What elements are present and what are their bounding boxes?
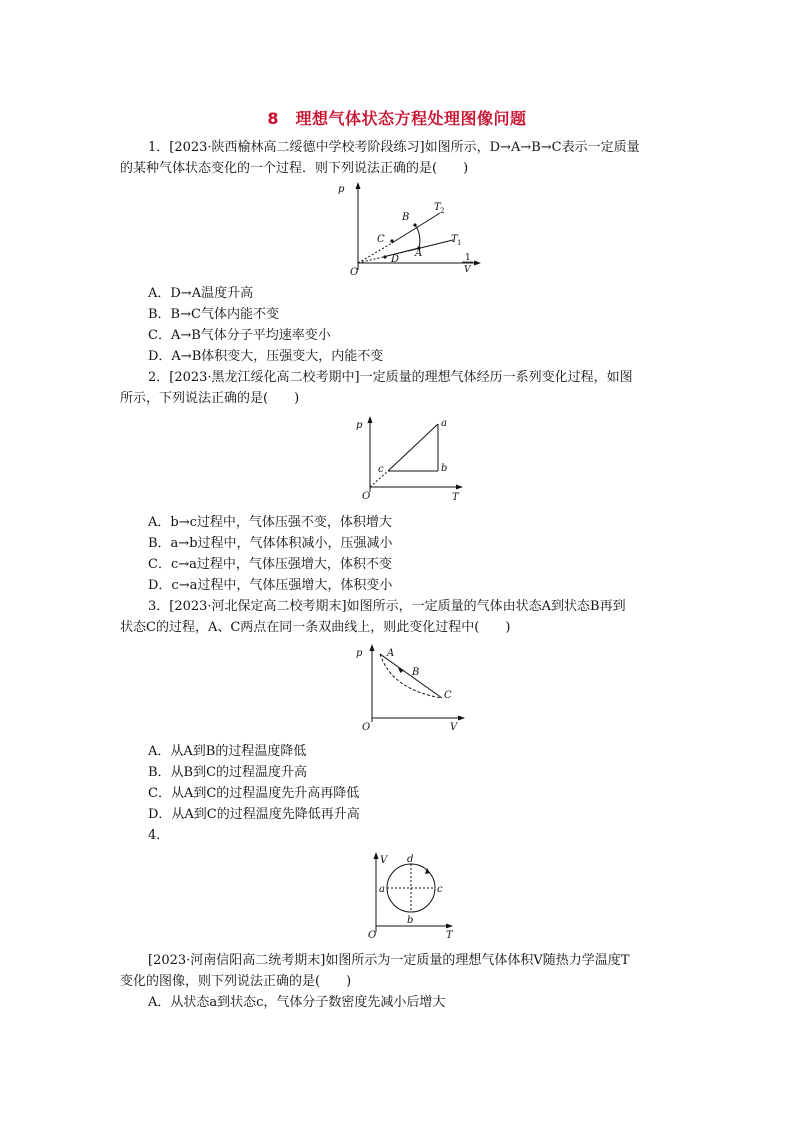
q3-label-B: B [412,667,420,678]
q1-option-d[interactable]: D．A→B体积变大，压强变大，内能不变 [148,349,384,364]
q2-stem-line2: 所示，下列说法正确的是( ) [120,391,300,406]
q4-label-a: a [379,884,385,895]
q2-option-d[interactable]: D．c→a过程中，气体压强增大，体积变小 [148,578,393,593]
q4-origin: O [368,930,377,941]
q2-axis-p: p [356,420,363,431]
q1-stem-line1: 1．[2023·陕西榆林高二绥德中学校考阶段练习]如图所示，D→A→B→C表示一定质量 [148,140,640,155]
q1-stem-line2: 的某种气体状态变化的一个过程．则下列说法正确的是( ) [120,161,469,176]
q2-stem-line1: 2．[2023·黑龙江绥化高二校考期中]一定质量的理想气体经历一系列变化过程，如图 [148,370,633,385]
q1-option-c[interactable]: C．A→B气体分子平均速率变小 [148,328,331,343]
q3-option-b[interactable]: B．从B到C的过程温度升高 [148,765,308,780]
q1-origin: O [350,267,359,278]
q1-axis-x-num: 1 [465,253,471,263]
q1-label-T2-sub: 2 [440,207,445,215]
q1-label-T2: T [434,202,441,213]
q1-label-T1-sub: 1 [457,239,462,247]
q2-axis-T: T [452,492,459,503]
q1-option-b[interactable]: B．B→C气体内能不变 [148,307,279,322]
q3-option-a[interactable]: A．从A到B的过程温度降低 [148,744,307,759]
q3-label-A: A [387,648,395,659]
q1-label-T1: T [451,234,458,245]
q1-axis-x-den: V [464,265,471,275]
q1-label-C: C [377,234,385,245]
q3-axis-p: p [356,648,363,659]
q1-axis-p: p [338,184,345,195]
q2-origin: O [362,491,371,502]
q1-label-A: A [415,248,423,259]
q4-number: 4． [148,828,170,843]
q4-label-c: c [437,884,443,895]
q3-origin: O [362,722,371,733]
q1-figure [336,180,486,280]
q1-label-D: D [391,254,400,265]
q2-label-c: c [378,464,384,475]
q4-option-a[interactable]: A．从状态a到状态c，气体分子数密度先减小后增大 [148,995,446,1010]
q4-stem-line2: 变化的图像，则下列说法正确的是( ) [120,974,352,989]
q3-label-C: C [444,690,452,701]
q4-stem-line1: [2023·河南信阳高二统考期末]如图所示为一定质量的理想气体体积V随热力学温度T [148,953,630,968]
q4-axis-V: V [380,855,388,866]
q2-option-a[interactable]: A．b→c过程中，气体压强不变，体积增大 [148,515,392,530]
q2-option-b[interactable]: B．a→b过程中，气体体积减小，压强减小 [148,536,393,551]
q2-label-b: b [441,463,448,474]
q3-axis-V: V [450,722,458,733]
q3-figure [352,642,467,734]
q3-stem-line2: 状态C的过程，A、C两点在同一条双曲线上，则此变化过程中( ) [120,620,511,635]
q3-option-c[interactable]: C．从A到C的过程温度先升高再降低 [148,786,360,801]
q2-option-c[interactable]: C．c→a过程中，气体压强增大，体积不变 [148,557,392,572]
q4-axis-T: T [446,930,453,941]
q4-label-d: d [407,854,414,865]
q1-label-B: B [402,212,410,223]
q2-figure [352,414,467,506]
q4-label-b: b [407,915,414,926]
q3-option-d[interactable]: D．从A到C的过程温度先降低再升高 [148,807,360,822]
q3-stem-line1: 3．[2023·河北保定高二校考期末]如图所示，一定质量的气体由状态A到状态B再到 [148,599,626,614]
q4-figure [364,850,460,942]
q1-option-a[interactable]: A．D→A温度升高 [148,286,254,301]
page-title: 8 理想气体状态方程处理图像问题 [267,109,527,128]
q2-label-a: a [441,418,447,429]
